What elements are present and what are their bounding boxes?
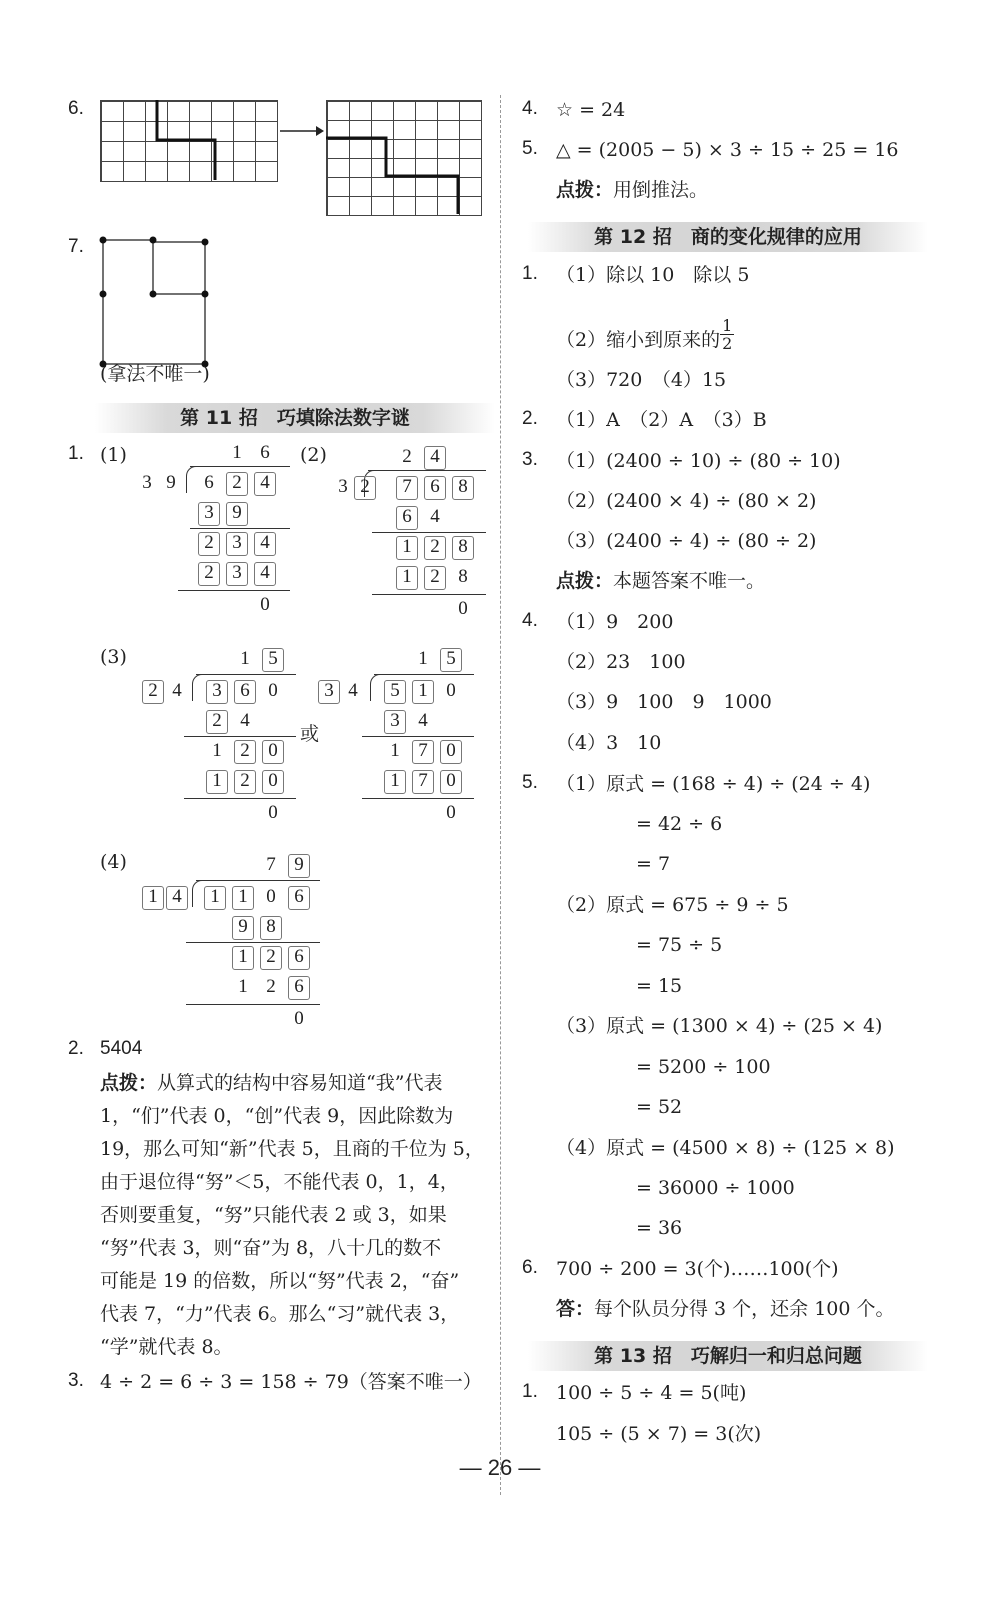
q3-answer: 4 ÷ 2 = 6 ÷ 3 = 158 ÷ 79（答案不唯一） [100, 1371, 482, 1393]
r-q5-number: 5. [522, 138, 538, 159]
digit: 6 [430, 476, 440, 497]
digit: 4 [348, 680, 358, 701]
digit: 2 [430, 536, 440, 557]
part-3-label: (3) [100, 646, 127, 668]
digit: 3 [390, 710, 400, 731]
r-q6-answer-label: 答： [556, 1298, 595, 1320]
tip-line: 由于退位得“努”＜5，不能代表 0，1，4， [100, 1171, 459, 1193]
r-q4b-part3: （3）9 100 9 1000 [556, 691, 772, 713]
arrow-icon [280, 124, 324, 138]
digit: 4 [260, 472, 270, 493]
digit: 1 [240, 648, 250, 669]
digit: 0 [266, 886, 276, 907]
digit: 3 [212, 680, 222, 701]
tip-line: 否则要重复，“努”只能代表 2 或 3，如果 [100, 1204, 447, 1226]
digit: 6 [294, 946, 304, 967]
digit: 1 [390, 740, 400, 761]
digit: 4 [172, 680, 182, 701]
digit: 1 [212, 740, 222, 761]
calc-line: = 15 [636, 975, 683, 997]
q1-number: 1. [68, 443, 84, 464]
digit: 1 [238, 976, 248, 997]
section-13-title: 第 13 招 巧解归一和归总问题 [594, 1345, 862, 1367]
part-1-label: (1) [100, 444, 127, 466]
digit: 2 [266, 976, 276, 997]
q2-tip-label: 点拨： [100, 1072, 158, 1094]
digit: 0 [458, 598, 468, 619]
q2-number: 2. [68, 1038, 84, 1059]
r-q3-tip: 本题答案不唯一。 [613, 570, 766, 592]
section-12-title: 第 12 招 商的变化规律的应用 [594, 226, 862, 248]
digit: 4 [260, 532, 270, 553]
calc-line: （3）原式 = (1300 × 4) ÷ (25 × 4) [556, 1015, 883, 1037]
r-q6-calc: 700 ÷ 200 = 3(个)……100(个) [556, 1258, 839, 1280]
r-q4b-number: 4. [522, 610, 538, 631]
digit: 7 [266, 854, 276, 875]
section-12-header [528, 222, 928, 252]
digit: 1 [232, 442, 242, 463]
digit: 1 [148, 886, 158, 907]
r-q6-number: 6. [522, 1257, 538, 1278]
digit: 5 [390, 680, 400, 701]
digit: 9 [232, 502, 242, 523]
digit: 0 [446, 802, 456, 823]
r-q1-part34: （3）720 （4）15 [556, 369, 727, 391]
digit: 4 [430, 506, 440, 527]
section-11-header [95, 403, 495, 433]
digit: 1 [212, 770, 222, 791]
digit: 3 [232, 562, 242, 583]
grid-after-cut-line [326, 100, 484, 216]
digit: 2 [212, 710, 222, 731]
q6-number: 6. [68, 98, 84, 119]
tip-line: 代表 7，“力”代表 6。那么“习”就代表 3， [100, 1303, 460, 1325]
tip-line: 1，“们”代表 0，“创”代表 9，因此除数为 [100, 1105, 454, 1127]
calc-line: = 36000 ÷ 1000 [636, 1177, 795, 1199]
tip-line: 可能是 19 的倍数，所以“努”代表 2，“奋” [100, 1270, 460, 1292]
digit: 0 [446, 770, 456, 791]
digit: 4 [172, 886, 182, 907]
calc-line: （1）原式 = (168 ÷ 4) ÷ (24 ÷ 4) [556, 773, 871, 795]
digit: 2 [240, 740, 250, 761]
digit: 1 [390, 770, 400, 791]
r-q4-answer: ☆ = 24 [556, 99, 626, 121]
part-2-label: (2) [300, 444, 327, 466]
r-q4b-part1: （1）9 200 [556, 611, 674, 633]
r-q3-part2: （2）(2400 × 4) ÷ (80 × 2) [556, 490, 817, 512]
calc-line: = 5200 ÷ 100 [636, 1056, 771, 1078]
r-q5-tip: 用倒推法。 [613, 179, 709, 201]
digit: 0 [268, 802, 278, 823]
or-label: 或 [300, 723, 320, 745]
digit: 1 [418, 680, 428, 701]
digit: 0 [260, 594, 270, 615]
digit: 6 [294, 976, 304, 997]
q7-number: 7. [68, 236, 84, 257]
r-q1c-line2: 105 ÷ (5 × 7) = 3(次) [556, 1423, 762, 1445]
digit: 3 [324, 680, 334, 701]
calc-line: = 7 [636, 853, 671, 875]
digit: 8 [458, 476, 468, 497]
r-q2-answer: （1）A （2）A （3）B [556, 409, 767, 431]
digit: 9 [166, 472, 176, 493]
digit: 3 [142, 472, 152, 493]
digit: 5 [446, 648, 456, 669]
r-q5-tip-label: 点拨： [556, 179, 614, 201]
digit: 9 [294, 854, 304, 875]
digit: 7 [402, 476, 412, 497]
digit: 2 [204, 562, 214, 583]
digit: 2 [240, 770, 250, 791]
calc-line: = 36 [636, 1217, 683, 1239]
digit: 6 [260, 442, 270, 463]
digit: 0 [446, 680, 456, 701]
tip-line: “努”代表 3，则“奋”为 8，八十几的数不 [100, 1237, 442, 1259]
digit: 4 [418, 710, 428, 731]
r-q4b-part4: （4）3 10 [556, 732, 662, 754]
page-number: — 26 — [459, 1455, 541, 1480]
digit: 3 [204, 502, 214, 523]
r-q4b-part2: （2）23 100 [556, 651, 686, 673]
fraction-denominator: 2 [722, 333, 733, 353]
r-q1c-number: 1. [522, 1381, 538, 1402]
r-q3-part3: （3）(2400 ÷ 4) ÷ (80 ÷ 2) [556, 530, 817, 552]
digit: 1 [418, 648, 428, 669]
digit: 2 [402, 446, 412, 467]
column-divider [500, 95, 501, 1495]
tip-line: 从算式的结构中容易知道“我”代表 [157, 1072, 443, 1094]
r-q2-number: 2. [522, 408, 538, 429]
digit: 6 [240, 680, 250, 701]
r-q3-part1: （1）(2400 ÷ 10) ÷ (80 ÷ 10) [556, 450, 841, 472]
fraction [720, 317, 734, 352]
calc-line: = 42 ÷ 6 [636, 813, 723, 835]
calc-line: （2）原式 = 675 ÷ 9 ÷ 5 [556, 894, 789, 916]
digit: 6 [402, 506, 412, 527]
r-q4-number: 4. [522, 98, 538, 119]
tip-line: “学”就代表 8。 [100, 1336, 233, 1358]
digit: 1 [210, 886, 220, 907]
r-q5b-number: 5. [522, 772, 538, 793]
digit: 8 [458, 566, 468, 587]
r-q5-answer: △ = (2005 − 5) × 3 ÷ 15 ÷ 25 = 16 [556, 139, 899, 161]
digit: 4 [240, 710, 250, 731]
calc-line: （4）原式 = (4500 × 8) ÷ (125 × 8) [556, 1137, 895, 1159]
digit: 3 [338, 476, 348, 497]
tip-line: 19，那么可知“新”代表 5，且商的千位为 5， [100, 1138, 484, 1160]
r-q1-part2: （2）缩小到原来的 [556, 329, 721, 351]
r-q1c-line1: 100 ÷ 5 ÷ 4 = 5(吨) [556, 1382, 747, 1404]
digit: 4 [260, 562, 270, 583]
digit: 2 [430, 566, 440, 587]
digit: 0 [294, 1008, 304, 1029]
digit: 7 [418, 770, 428, 791]
digit: 0 [446, 740, 456, 761]
digit: 6 [204, 472, 214, 493]
q3-number: 3. [68, 1370, 84, 1391]
digit: 8 [458, 536, 468, 557]
digit: 1 [402, 536, 412, 557]
digit: 1 [238, 886, 248, 907]
digit: 2 [232, 472, 242, 493]
section-11-title: 第 11 招 巧填除法数字谜 [180, 407, 410, 429]
r-q1-part1: （1）除以 10 除以 5 [556, 264, 750, 286]
part-4-label: (4) [100, 851, 127, 873]
r-q6-answer: 每个队员分得 3 个，还余 100 个。 [594, 1298, 895, 1320]
digit: 0 [268, 770, 278, 791]
grid-before-cut-line [100, 100, 280, 182]
digit: 2 [266, 946, 276, 967]
digit: 6 [294, 886, 304, 907]
digit: 2 [148, 680, 158, 701]
digit: 9 [238, 916, 248, 937]
digit: 5 [268, 648, 278, 669]
digit: 2 [360, 476, 370, 497]
digit: 1 [238, 946, 248, 967]
digit: 7 [418, 740, 428, 761]
r-q1-number: 1. [522, 263, 538, 284]
r-q3-tip-label: 点拨： [556, 570, 614, 592]
calc-line: = 75 ÷ 5 [636, 934, 723, 956]
r-q3-number: 3. [522, 449, 538, 470]
digit: 0 [268, 740, 278, 761]
q7-note: (拿法不唯一) [100, 363, 210, 385]
q2-answer: 5404 [100, 1038, 143, 1059]
digit: 2 [204, 532, 214, 553]
section-13-header [528, 1341, 928, 1371]
fraction-numerator: 1 [722, 315, 733, 335]
digit: 8 [266, 916, 276, 937]
digit: 1 [402, 566, 412, 587]
digit: 0 [268, 680, 278, 701]
calc-line: = 52 [636, 1096, 683, 1118]
digit: 4 [430, 446, 440, 467]
matchstick-figure [95, 232, 215, 372]
digit: 3 [232, 532, 242, 553]
